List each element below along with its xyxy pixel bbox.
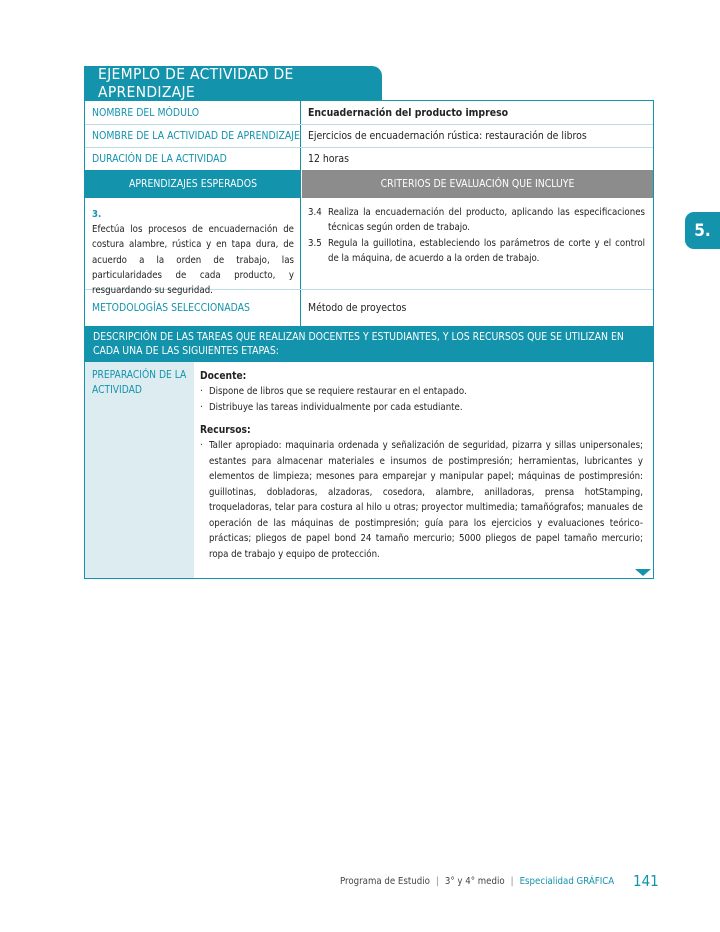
bullet-dot: · <box>200 402 203 413</box>
footer-specialty: Especialidad GRÁFICA <box>519 876 615 887</box>
aprendizaje-number: 3. <box>92 209 102 220</box>
footer-level: 3° y 4° medio <box>444 876 505 887</box>
docente-item <box>200 400 643 416</box>
page-number: 141 <box>633 872 659 890</box>
row-headers <box>85 170 653 198</box>
footer-program: Programa de Estudio <box>340 876 430 887</box>
row-duracion <box>85 148 653 170</box>
descripcion-header: DESCRIPCIÓN DE LAS TAREAS QUE REALIZAN DOCENTES Y ESTUDIANTES, Y LOS RECURSOS QUE SE UTILIZAN EN CADA UNA DE LAS SIGUIENTES ETAPAS: <box>85 326 653 362</box>
row-aprendizaje <box>85 198 653 297</box>
duracion-label: DURACIÓN DE LA ACTIVIDAD <box>85 148 301 170</box>
docente-item-text: Distribuye las tareas individualmente por cada estudiante. <box>209 402 463 413</box>
criterio-item <box>308 236 645 266</box>
bullet-dot: · <box>200 440 203 451</box>
row-actividad <box>85 125 653 148</box>
recursos-item-text: Taller apropiado: maquinaria ordenada y señalización de seguridad, pizarra y sillas unipersonales; estantes para almacenar materiales e insumos de postimpresión; herramientas, lubricantes y elementos de limpieza; mesones para emparejar y manipular papel; máquinas de postimpresión: guillotinas, dobladoras, alzadoras, cosedora, alambre, anilladoras, prensa hotStamping, troqueladoras, telar para costura al hilo u otras; proyector multimedia; tamañógrafos; manuales de operación de las máquinas de postimpresión; guía para los ejercicios y evaluaciones teórico-prácticas; pliegos de papel bond 24 tamaño mercurio; 5000 pliegos de papel tamaño mercurio; ropa de trabajo y equipo de protección. <box>209 440 643 560</box>
criterio-number: 3.4 <box>308 207 322 218</box>
criterios-cell <box>302 198 653 289</box>
footer-separator: | <box>435 876 439 887</box>
criterio-item <box>308 205 645 235</box>
footer-separator: | <box>510 876 514 887</box>
recursos-title: Recursos: <box>200 425 251 436</box>
aprendizajes-header: APRENDIZAJES ESPERADOS <box>85 170 301 198</box>
modulo-label: NOMBRE DEL MÓDULO <box>85 101 301 124</box>
aprendizaje-text: Efectúa los procesos de encuadernación de costura alambre, rústica y en tapa dura, de acuerdo a la orden de trabajo, las particularidades de cada producto, y resguardando su seguridad. <box>92 224 294 297</box>
chapter-tab: 5. <box>685 212 720 249</box>
activity-table <box>84 100 654 579</box>
bullet-dot: · <box>200 386 203 397</box>
actividad-value: Ejercicios de encuadernación rústica: restauración de libros <box>308 130 587 142</box>
row-modulo <box>85 101 653 125</box>
continue-arrow-icon <box>635 569 651 576</box>
criterio-text: Realiza la encuadernación del producto, aplicando las especificaciones técnicas según orden de trabajo. <box>328 207 645 233</box>
criterio-text: Regula la guillotina, estableciendo los parámetros de corte y el control de la máquina, de acuerdo a la orden de trabajo. <box>328 238 645 264</box>
metodologias-label: METODOLOGÍAS SELECCIONADAS <box>85 290 301 326</box>
criterios-header: CRITERIOS DE EVALUACIÓN QUE INCLUYE <box>302 170 653 198</box>
metodologias-value: Método de proyectos <box>308 302 407 314</box>
aprendizaje-cell <box>85 198 301 297</box>
footer <box>340 876 614 887</box>
stage-body <box>194 362 653 578</box>
recursos-item <box>200 438 643 562</box>
stage-label: PREPARACIÓN DE LA ACTIVIDAD <box>85 362 194 578</box>
docente-item-text: Dispone de libros que se requiere restaurar en el entapado. <box>209 386 467 397</box>
stage-preparacion <box>85 362 653 578</box>
docente-item <box>200 384 643 400</box>
duracion-value: 12 horas <box>308 153 349 165</box>
modulo-value: Encuadernación del producto impreso <box>308 106 509 119</box>
actividad-label: NOMBRE DE LA ACTIVIDAD DE APRENDIZAJE <box>85 125 301 147</box>
criterio-number: 3.5 <box>308 238 322 249</box>
activity-title: EJEMPLO DE ACTIVIDAD DE APRENDIZAJE <box>84 66 382 100</box>
docente-title: Docente: <box>200 371 247 382</box>
row-metodologias <box>85 290 653 326</box>
